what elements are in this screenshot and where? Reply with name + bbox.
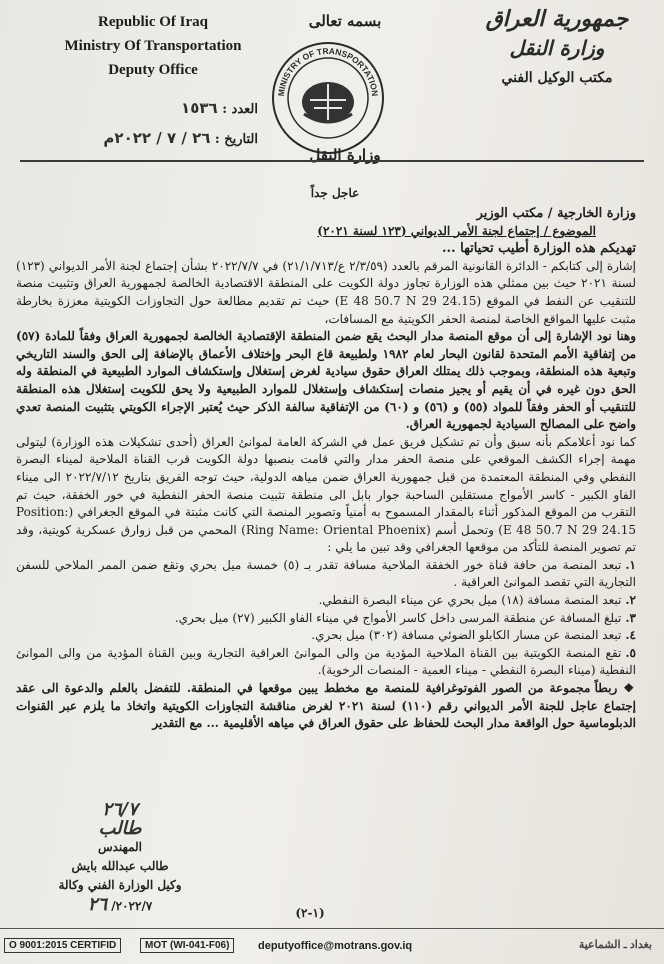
- list-item-number: ٣.: [625, 610, 636, 625]
- list-item-number: ٢.: [625, 593, 636, 608]
- signature-date-day: ٢٦: [87, 894, 108, 915]
- findings-list: [16, 557, 636, 680]
- closing-paragraph: [16, 680, 636, 733]
- signature-scribble: طالب: [98, 818, 142, 839]
- greeting: تهديكم هذه الوزارة أطيب تحياتها ...: [442, 241, 636, 257]
- paragraph-1: إشارة إلى كتابكم - الدائرة القانونية المرقم بالعدد (٢/٣/٥٩ ع/٢١/١/٧١٣) في ٢٠٢٢/٧/٧ بشأن إجتماع لجنة الأمر الديواني (١٢٣) لسنة ٢٠٢١ حيث بين ممثلي هذه الوزارة تجاوز دولة الكويت على المنطقة الاقتصادية الخالصة لجمهورية العراق وتثبيت منصة للتنقيب عن النفط في الموقع (E 48 50.7 N 29 24.15) حيث تم تقديم مطالعة حول التجاوزات الكويتية معززة بخارطة مثبت عليها المواقع الخاصة لمنصة الحفر الكويتية مع المسافات،: [16, 258, 636, 326]
- signatory-role: وكيل الوزارة الفني وكالة: [58, 878, 182, 892]
- list-item: [16, 627, 636, 645]
- list-item: [16, 557, 636, 592]
- ministry-name-under-seal: وزارة النقل: [309, 146, 381, 164]
- number-value: ١٥٣٦: [181, 99, 218, 117]
- subject: الموضوع / إجتماع لجنة الأمر الديواني (١٢٣ لسنة ٢٠٢١): [317, 223, 596, 238]
- handwritten-date: ٢٦/٧: [102, 799, 138, 820]
- list-item-text: تبلغ المسافة عن منطقة المرسى داخل كاسر الأمواج في ميناء الفاو الكبير (٢٧) ميل بحري.: [174, 610, 622, 625]
- list-item-text: تقع المنصة الكويتية بين القناة الملاحية المؤدية من والى الموانئ العراقية التجارية وبين القناة المؤدية من والى الموانئ النفطية (ميناء البصرة النفطي - ميناء العمية - المنصات الرخوية).: [16, 645, 636, 678]
- footer-divider: [0, 928, 664, 929]
- footer-address: بغداد ـ الشماعية: [578, 939, 652, 951]
- signature-block: [20, 800, 220, 916]
- arabic-header: [462, 6, 652, 86]
- seal-text: MINISTRY OF TRANSPORTATION: [275, 45, 381, 97]
- reference-date-row: [48, 124, 258, 154]
- footer-email[interactable]: deputyoffice@motrans.gov.iq: [258, 940, 413, 952]
- reference-number-row: [48, 94, 258, 124]
- number-label: العدد :: [222, 102, 258, 117]
- closing-text: ربطاً مجموعة من الصور الفوتوغرافية للمنصة مع مخطط يبين موقعها في المنطقة. للتفضل بالعلم والدعوة الى عقد إجتماع عاجل للجنة الأمر الديواني رقم (١١٠) لسنة ٢٠٢١ لغرض مناقشة التجاوزات الكويتية واتخاذ ما يلزم عبر القنوات الدبلوماسية حول الواقعة مدار البحث للحفاظ على حقوق العراق في مياهه الأقليمية ... مع التقدير: [16, 681, 637, 731]
- list-item-text: تبعد المنصة من حافة قناة خور الخفقة الملاحية مسافة تقدر بـ (٥) خمسة ميل بحري وتقع ضمن الممر الملاحي للسفن التجارية التي تقصد الموانئ العراقية .: [16, 557, 636, 590]
- calligraphy-republic: جمهورية العراق: [485, 6, 629, 32]
- signature-date: [20, 895, 220, 916]
- paragraph-3: كما نود أعلامكم بأنه سبق وأن تم تشكيل فريق عمل في الشركة العامة لموانئ العراق (أحدى تشكيلات هذه الوزارة) ليتولى مهمة إجراء الكشف الموقعي على منصة الحفر مدار والتي قامت بنصبها دولة الكويت قرب القناة الملاحية لميناء البصرة النفطي وفي المنطقة المعتمدة من قبل جمهورية العراق ضمن مياهه الدولية، حيث توجه الفريق بتاريخ ٢٠٢٢/٧/١٢ الى ميناء الفاو الكبير - كاسر الأمواج مستقلين الساحبة جوار بابل الى منطقة تثبيت منصة الحفر النفطية في خور الخفقة، حيث تم التقرب من الموقع المذكور أثناء بالمقدار المسموح به أمنياً وتصوير المنصة التي كانت مثبتة في الموقع الجغرافي (Position: E 48 50.7 N 29 24.15) وتحمل أسم (Ring Name: Oriental Phoenix) المحمي من قبل زوارق عسكرية كويتية، وقد تم تصوير المنصة للتأكد من موقعها الجغرافي وقد تبين ما يلي :: [16, 434, 636, 555]
- header-ministry: Ministry Of Transportation: [64, 38, 242, 54]
- basmala: بسمه تعالى: [308, 12, 382, 30]
- signatory-title: المهندس: [97, 840, 143, 854]
- page-number: (١-٢): [295, 906, 325, 920]
- list-item: [16, 610, 636, 628]
- letter-body: [16, 205, 636, 733]
- list-item: [16, 592, 636, 610]
- signature-date-value: ٢٠٢٢/٧/: [111, 899, 153, 913]
- header-divider: [20, 160, 644, 162]
- urgent-label: عاجل جداً: [310, 186, 360, 200]
- calligraphy-ministry: وزارة النقل: [509, 36, 605, 60]
- paragraph-2: وهنا نود الإشارة إلى أن موقع المنصة مدار البحث يقع ضمن المنطقة الإقتصادية الخالصة لجمهورية العراق وفقاً للمادة (٥٧) من إتفاقية الأمم المتحدة لقانون البحار لعام ١٩٨٢ ولطبيعة قاع البحر وإختلاف الأعماق بالإضافة إلى الحق والسند التاريخي وتبعية هذه المنطقة، وبموجب ذلك يمتلك العراق حقوق سيادية لغرض إستغلال وإستكشاف الموارد الطبيعية في المنطقة وله الحق دون غيره في أن يقيم أو يجيز منصات إستكشاف وإستغلال للموارد الطبيعية ولا يحق للكويت إستغلال هذه المنطقة للتنقيب أو الحفر وفقاً للمواد (٥٥) و (٥٦) و (٦٠) من الإتفاقية سالفة الذكر حيث يُعتبر الإجراء الكويتي بتثبيت المنصة تعدي واضح على المصالح السيادية لجمهورية العراق.: [16, 329, 637, 432]
- recipient: وزارة الخارجية / مكتب الوزير: [476, 206, 636, 221]
- iso-badge: O 9001:2015 CERTIFID: [4, 938, 121, 953]
- form-code-badge: MOT (WI-041-F06): [140, 938, 234, 953]
- date-label: التاريخ :: [214, 132, 258, 147]
- english-header: [58, 10, 248, 82]
- ministry-seal-icon: [270, 40, 386, 156]
- reference-block: [48, 94, 258, 154]
- list-item-number: ٥.: [625, 645, 636, 660]
- list-item-number: ٤.: [625, 628, 636, 643]
- header-office: Deputy Office: [108, 62, 198, 78]
- list-item: [16, 645, 636, 680]
- signatory-name: طالب عبدالله بايش: [71, 859, 169, 873]
- footer: [0, 934, 664, 964]
- list-item-number: ١.: [625, 557, 636, 572]
- bullet-icon: ❖: [623, 681, 636, 696]
- department-name: مكتب الوكيل الفني: [501, 70, 613, 86]
- date-value: ٢٦ / ٧ / ٢٠٢٢م: [103, 129, 211, 147]
- list-item-text: تبعد المنصة عن مسار الكابلو الضوئي مسافة (٣٠٢) ميل بحري.: [311, 628, 622, 643]
- header-republic: Republic Of Iraq: [97, 14, 208, 30]
- list-item-text: تبعد المنصة مسافة (١٨) ميل بحري عن ميناء البصرة النفطي.: [318, 593, 622, 608]
